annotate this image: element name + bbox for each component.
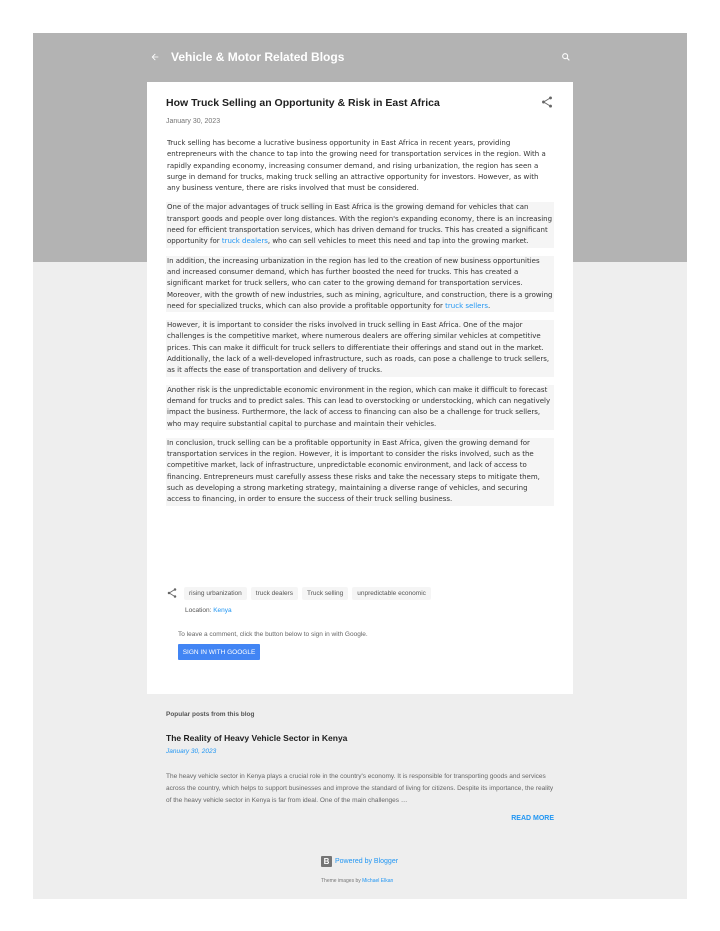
label-chip[interactable]: Truck selling xyxy=(302,587,348,600)
location-link[interactable]: Kenya xyxy=(213,607,232,614)
paragraph: However, it is important to consider the risks involved in truck selling in East Africa. One of the major challenges is the competitive market, where numerous dealers are offering similar vehicles at competitive prices. This can make it difficult for truck sellers to differentiate their offerings and stand out in the market. Additionally, the lack of a well-developed infrastructure, such as roads, can pose a challenge to truck sellers, as it affects the ease of transportation and delivery of trucks. xyxy=(166,320,554,376)
popular-post-date: January 30, 2023 xyxy=(166,748,217,755)
search-button[interactable] xyxy=(559,49,573,65)
search-icon xyxy=(561,52,571,62)
theme-credit: Theme images by Michael Elkan xyxy=(321,878,394,884)
label-chip[interactable]: rising urbanization xyxy=(184,587,247,600)
back-button[interactable] xyxy=(147,49,163,65)
popular-posts-heading: Popular posts from this blog xyxy=(166,711,255,718)
truck-dealers-link[interactable]: truck dealers xyxy=(221,237,268,246)
paragraph: Another risk is the unpredictable economic environment in the region, which can make it difficult to forecast demand for trucks and to predict sales. This can lead to overstocking or understocking, which can negatively impact the business. Furthermore, the lack of access to financing can also be a challenge for truck sellers, who may require substantial capital to purchase and maintain their vehicles. xyxy=(166,385,554,430)
post-location: Location: Kenya xyxy=(185,607,232,614)
post-date: January 30, 2023 xyxy=(166,118,221,125)
share-icon[interactable] xyxy=(166,587,178,599)
share-button[interactable] xyxy=(540,95,554,109)
blog-header xyxy=(147,47,573,67)
viewport xyxy=(33,33,687,899)
powered-by-label: Powered by Blogger xyxy=(335,858,399,865)
share-icon xyxy=(540,95,554,109)
label-chip[interactable]: unpredictable economic xyxy=(352,587,431,600)
comment-prompt: To leave a comment, click the button below to sign in with Google. xyxy=(178,631,368,638)
arrow-left-icon xyxy=(150,52,160,62)
read-more-link[interactable]: READ MORE xyxy=(511,815,554,822)
post-body xyxy=(166,138,554,514)
popular-post-snippet: The heavy vehicle sector in Kenya plays a crucial role in the country's economy. It is responsible for transporting goods and services across the country, which helps to support businesses and improve the standard of living for citizens. Despite its importance, the reality of the heavy vehicle sector in Kenya is far from ideal. One of the main challenges … xyxy=(166,773,554,804)
paragraph: One of the major advantages of truck selling in East Africa is the growing demand for vehicles that can transport goods and people over long distances. With the region's expanding economy, there is an increasing need for efficient transportation services, which has driven demand for trucks. This has created a significant opportunity for truck dealers, who can sell vehicles to meet this need and tap into the growing market. xyxy=(166,202,554,247)
paragraph: In addition, the increasing urbanization in the region has led to the creation of new business opportunities and increased consumer demand, which has further boosted the need for trucks. This has created a significant market for truck sellers, who can cater to the growing demand for transportation services. Moreover, with the growth of new industries, such as mining, agriculture, and construction, there is a growing need for specialized trucks, which can also provide a profitable opportunity for truck sellers. xyxy=(166,256,554,312)
paragraph: Truck selling has become a lucrative business opportunity in East Africa in recent years, providing entrepreneurs with the chance to tap into the growing need for transportation services in the region. With a rapidly expanding economy, increasing consumer demand, and rising urbanization, the region has seen a surge in demand for trucks, making truck selling an attractive opportunity for investors. However, as with any business venture, there are risks involved that must be considered. xyxy=(167,139,546,193)
paragraph: In conclusion, truck selling can be a profitable opportunity in East Africa, given the growing demand for transportation services in the region. However, it is important to consider the risks involved, such as the competitive market, lack of infrastructure, unpredictable economic environment, and lack of access to financing. Entrepreneurs must carefully assess these risks and take the necessary steps to mitigate them, such as developing a strong marketing strategy, maintaining a diverse range of vehicles, and securing access to financing, in order to ensure the success of their truck selling business. xyxy=(166,438,554,506)
theme-author-link[interactable]: Michael Elkan xyxy=(362,878,394,884)
blog-title[interactable]: Vehicle & Motor Related Blogs xyxy=(171,50,345,64)
label-chip[interactable]: truck dealers xyxy=(251,587,298,600)
truck-sellers-link[interactable]: truck sellers xyxy=(445,301,489,310)
powered-by-blogger[interactable] xyxy=(321,856,398,867)
sign-in-with-google-button[interactable]: SIGN IN WITH GOOGLE xyxy=(178,644,260,660)
popular-posts xyxy=(166,711,554,822)
post-title: How Truck Selling an Opportunity & Risk in East Africa xyxy=(166,97,440,109)
popular-post-title[interactable]: The Reality of Heavy Vehicle Sector in Kenya xyxy=(166,733,348,743)
post-card xyxy=(147,82,573,694)
blogger-logo-icon: B xyxy=(321,856,332,867)
post-labels xyxy=(166,585,554,601)
